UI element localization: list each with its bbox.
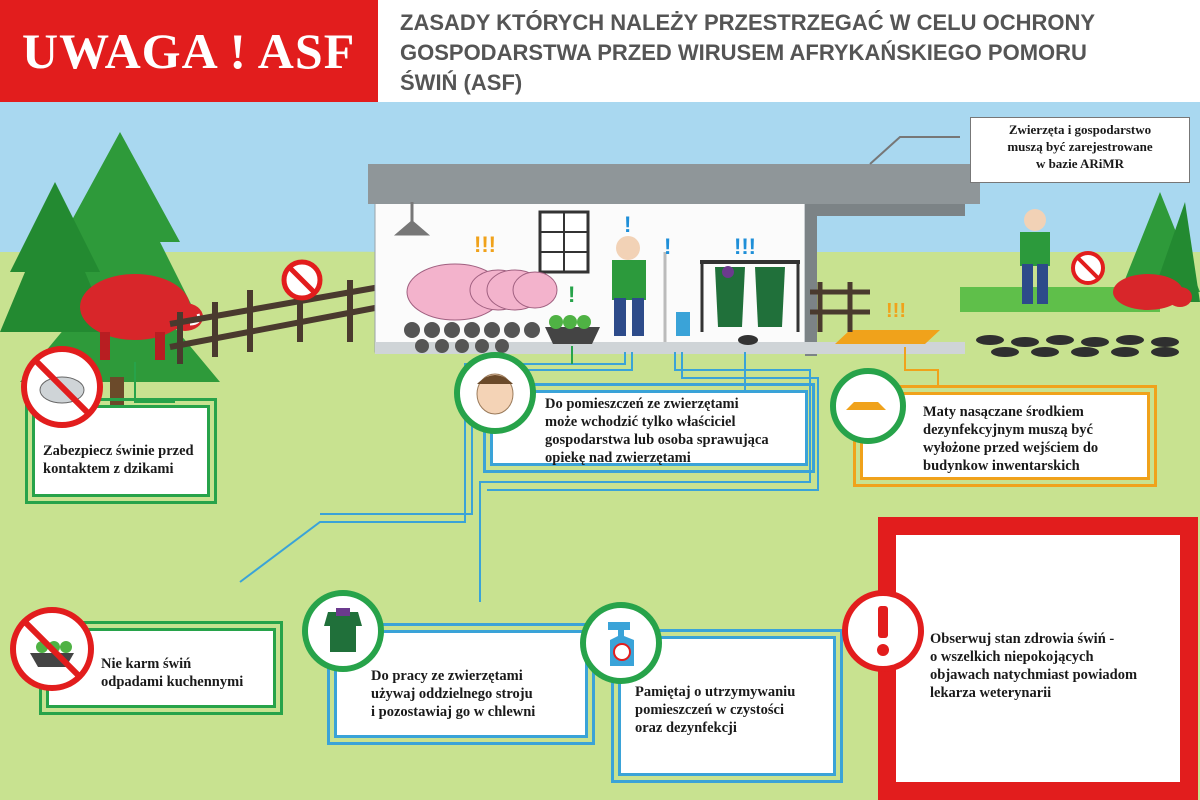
no-pig-contact-icon (20, 345, 104, 429)
rule-mats-line-2: dezynfekcyjnym muszą być (923, 422, 1093, 438)
rule-health-line-1: Obserwuj stan zdrowia świń - (930, 631, 1115, 647)
disinfection-mat-circle-icon (828, 366, 908, 446)
rule-cleaning-line-1: Pamiętaj o utrzymywaniu (635, 684, 796, 700)
rule-cleaning-line-2: pomieszczeń w czystości (635, 702, 784, 718)
registration-line-1: Zwierzęta i gospodarstwo (1008, 122, 1152, 137)
rule-access-line-2: może wchodzić tylko właściciel (545, 414, 736, 430)
warning-mark-pigs: !!! (474, 232, 496, 257)
heading-line-2: GOSPODARSTWA PRZED WIRUSEM AFRYKAŃSKIEGO POMORU (400, 40, 1087, 65)
heading-line-1: ZASADY KTÓRYCH NALEŻY PRZESTRZEGAĆ W CELU OCHRONY (400, 10, 1096, 35)
registration-line-3: w bazie ARiMR (1035, 156, 1125, 171)
rule-clothing-line-3: i pozostawiaj go w chlewni (371, 704, 536, 720)
rule-access-line-1: Do pomieszczeń ze zwierzętami (545, 396, 739, 412)
warning-mark-feed: ! (568, 282, 576, 307)
no-kitchen-waste-icon (8, 605, 96, 693)
page-heading (400, 8, 1190, 98)
rule-clothing-line-2: używaj oddzielnego stroju (371, 686, 533, 702)
warning-mark-tools: ! (664, 234, 672, 259)
exclamation-icon (840, 588, 926, 674)
rule-clothing-line-1: Do pracy ze zwierzętami (371, 668, 523, 684)
warning-mark-farmer: ! (624, 212, 632, 237)
warning-mark-mat: !!! (886, 300, 906, 322)
no-boar-sign-icon (1073, 253, 1103, 283)
rule-access-line-3: gospodarstwa lub osoba sprawująca (545, 432, 769, 448)
disinfection-mat-icon (835, 330, 940, 344)
disinfectant-spray-icon (578, 600, 664, 686)
no-entry-sign-icon (284, 262, 320, 298)
title-banner (0, 0, 378, 102)
rule-health-line-2: o wszelkich niepokojących (930, 649, 1094, 665)
work-clothes-icon (300, 588, 386, 674)
registration-callout (970, 117, 1190, 183)
heading-line-3: ŚWIŃ (ASF) (400, 70, 523, 95)
registration-line-2: muszą być zarejestrowane (1007, 139, 1153, 154)
rule-mats-line-4: budynkow inwentarskich (923, 458, 1080, 474)
rule-mats-line-1: Maty nasączane środkiem (923, 404, 1084, 420)
banner-title: UWAGA ! ASF (22, 23, 356, 79)
person-face-icon (452, 350, 538, 436)
rule-feed-line-1: Nie karm świń (101, 656, 192, 672)
rule-health (930, 630, 1180, 710)
rule-mats-line-3: wyłożone przed wejściem do (923, 440, 1099, 456)
warning-mark-clothes: !!! (734, 234, 756, 259)
rule-feed-line-2: odpadami kuchennymi (101, 674, 244, 690)
rule-access-line-4: opiekę nad zwierzętami (545, 450, 691, 466)
rule-wild-boar-line-2: kontaktem z dzikami (43, 461, 174, 477)
rule-wild-boar-line-1: Zabezpiecz świnie przed (43, 443, 194, 459)
rule-health-line-4: lekarza weterynarii (930, 685, 1052, 701)
rule-health-line-3: objawach natychmiast powiadom (930, 667, 1138, 683)
rule-cleaning-line-3: oraz dezynfekcji (635, 720, 737, 736)
